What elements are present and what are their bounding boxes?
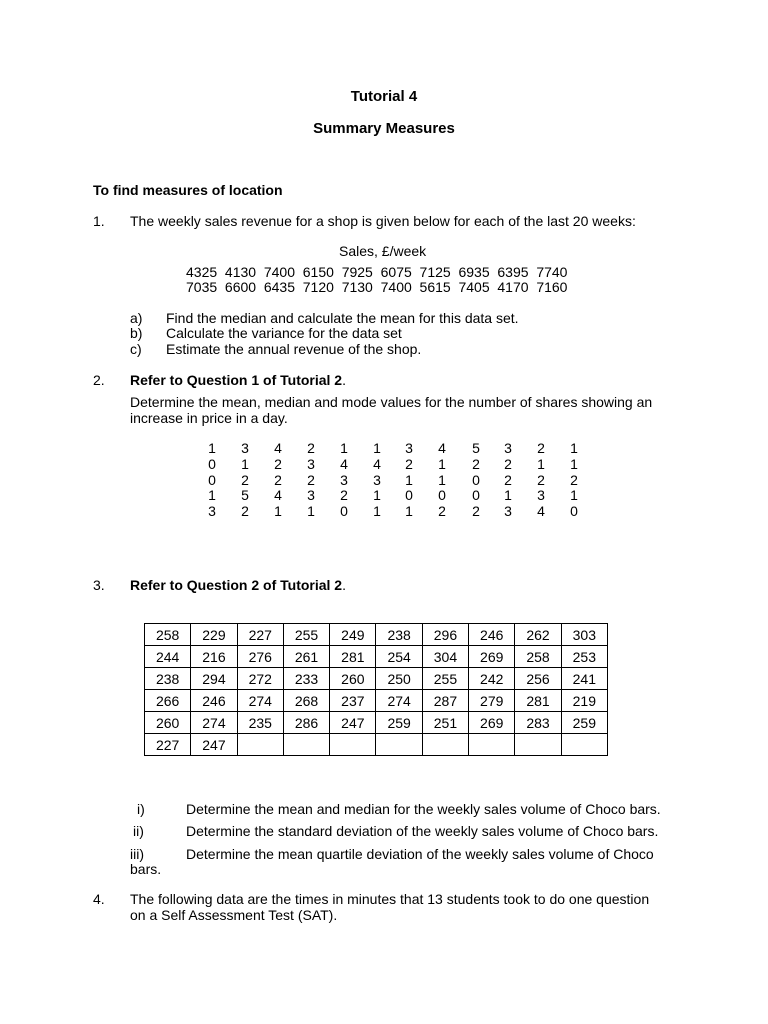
grid-cell: 1 (373, 503, 381, 519)
grid-cell: 2 (405, 456, 413, 472)
table-cell: 266 (145, 690, 191, 712)
q1-part-c-label: c) (130, 341, 142, 357)
grid-cell: 5 (241, 487, 249, 503)
table-cell (469, 734, 515, 756)
q2-reference-end: . (342, 372, 346, 388)
table-cell: 246 (191, 690, 237, 712)
grid-cell: 1 (405, 472, 413, 488)
page-subtitle: Summary Measures (313, 120, 455, 137)
table-cell: 253 (561, 646, 607, 668)
grid-cell: 3 (504, 440, 512, 456)
table-cell: 247 (330, 712, 376, 734)
grid-cell: 2 (472, 503, 480, 519)
q2-reference (130, 372, 346, 388)
table-cell (330, 734, 376, 756)
table-cell: 274 (191, 712, 237, 734)
section-heading: To find measures of location (93, 182, 283, 198)
grid-cell: 2 (274, 472, 282, 488)
grid-cell: 2 (241, 503, 249, 519)
table-cell (237, 734, 283, 756)
table-cell: 262 (515, 624, 561, 646)
q1-data-label: Sales, £/week (339, 243, 427, 259)
table-cell: 272 (237, 668, 283, 690)
grid-cell: 3 (504, 503, 512, 519)
q3-part-i-text: Determine the mean and median for the weekly sales volume of Choco bars. (186, 801, 661, 817)
q3-reference-text: Refer to Question 2 of Tutorial 2 (130, 577, 343, 593)
table-cell: 227 (145, 734, 191, 756)
table-cell: 281 (515, 690, 561, 712)
grid-cell: 1 (405, 503, 413, 519)
q1-part-a-text: Find the median and calculate the mean for this data set. (166, 310, 519, 326)
table-cell: 287 (422, 690, 468, 712)
q1-part-a-label: a) (130, 310, 143, 326)
table-cell: 259 (376, 712, 422, 734)
q4-number: 4. (93, 891, 105, 907)
q1-text: The weekly sales revenue for a shop is given below for each of the last 20 weeks: (130, 213, 636, 229)
table-cell: 268 (283, 690, 329, 712)
table-cell (422, 734, 468, 756)
grid-cell: 1 (307, 503, 315, 519)
table-cell: 250 (376, 668, 422, 690)
q3-part-iii-continuation: bars. (130, 861, 162, 877)
table-cell: 227 (237, 624, 283, 646)
grid-cell: 3 (208, 503, 216, 519)
grid-cell: 5 (472, 440, 480, 456)
grid-cell: 2 (472, 456, 480, 472)
grid-cell: 2 (537, 440, 545, 456)
grid-cell: 1 (438, 456, 446, 472)
q2-text-line-2: increase in price in a day. (130, 410, 288, 426)
table-cell: 249 (330, 624, 376, 646)
grid-cell: 3 (307, 456, 315, 472)
grid-cell: 4 (274, 487, 282, 503)
grid-cell: 0 (472, 472, 480, 488)
q2-reference-text: Refer to Question 1 of Tutorial 2 (130, 372, 343, 388)
grid-cell: 4 (537, 503, 545, 519)
table-cell: 286 (283, 712, 329, 734)
q1-part-c-text: Estimate the annual revenue of the shop. (166, 341, 422, 357)
q2-number: 2. (93, 372, 105, 388)
grid-cell: 2 (307, 472, 315, 488)
table-cell: 251 (422, 712, 468, 734)
grid-cell: 2 (438, 503, 446, 519)
grid-cell: 1 (570, 440, 578, 456)
table-cell: 274 (237, 690, 283, 712)
grid-cell: 3 (373, 472, 381, 488)
grid-cell: 2 (340, 487, 348, 503)
grid-cell: 2 (570, 472, 578, 488)
grid-cell: 4 (373, 456, 381, 472)
grid-cell: 4 (340, 456, 348, 472)
q1-data-row-1: 4325 4130 7400 6150 7925 6075 7125 6935 6395 7740 (186, 264, 568, 280)
table-cell: 294 (191, 668, 237, 690)
grid-cell: 1 (537, 456, 545, 472)
grid-cell: 1 (570, 487, 578, 503)
table-cell: 279 (469, 690, 515, 712)
grid-cell: 3 (241, 440, 249, 456)
grid-cell: 0 (438, 487, 446, 503)
q3-part-ii-text: Determine the standard deviation of the weekly sales volume of Choco bars. (186, 823, 659, 839)
table-cell: 281 (330, 646, 376, 668)
q3-reference (130, 577, 346, 593)
table-cell: 238 (376, 624, 422, 646)
table-cell (515, 734, 561, 756)
table-cell: 219 (561, 690, 607, 712)
grid-cell: 4 (274, 440, 282, 456)
table-cell: 247 (191, 734, 237, 756)
table-row (145, 646, 608, 668)
q3-part-ii-label: ii) (133, 823, 144, 839)
table-cell: 216 (191, 646, 237, 668)
grid-cell: 1 (241, 456, 249, 472)
grid-cell: 3 (307, 487, 315, 503)
table-cell: 255 (422, 668, 468, 690)
q3-part-iii-label: iii) (130, 846, 144, 862)
table-cell: 233 (283, 668, 329, 690)
table-cell: 241 (561, 668, 607, 690)
table-cell: 304 (422, 646, 468, 668)
grid-cell: 1 (340, 440, 348, 456)
table-cell: 269 (469, 712, 515, 734)
table-cell: 283 (515, 712, 561, 734)
table-cell: 255 (283, 624, 329, 646)
grid-cell: 0 (405, 487, 413, 503)
q4-text-line-2: on a Self Assessment Test (SAT). (130, 907, 338, 923)
grid-cell: 3 (405, 440, 413, 456)
table-cell: 258 (515, 646, 561, 668)
grid-cell: 1 (208, 440, 216, 456)
table-cell: 235 (237, 712, 283, 734)
grid-cell: 2 (537, 472, 545, 488)
q3-part-i-label: i) (137, 801, 145, 817)
table-cell: 256 (515, 668, 561, 690)
q1-part-b-text: Calculate the variance for the data set (166, 325, 402, 341)
q3-number: 3. (93, 577, 105, 593)
q4-text-line-1: The following data are the times in minutes that 13 students took to do one question (130, 891, 650, 907)
q1-number: 1. (93, 213, 105, 229)
table-cell: 254 (376, 646, 422, 668)
grid-cell: 0 (570, 503, 578, 519)
grid-cell: 2 (504, 456, 512, 472)
grid-cell: 4 (438, 440, 446, 456)
table-cell: 229 (191, 624, 237, 646)
table-cell: 269 (469, 646, 515, 668)
table-row (145, 624, 608, 646)
table-row (145, 712, 608, 734)
q2-text-line-1: Determine the mean, median and mode values for the number of shares showing an (130, 394, 653, 410)
table-cell: 261 (283, 646, 329, 668)
grid-cell: 0 (208, 456, 216, 472)
table-cell: 258 (145, 624, 191, 646)
table-row (145, 668, 608, 690)
grid-cell: 2 (241, 472, 249, 488)
table-cell: 244 (145, 646, 191, 668)
grid-cell: 2 (307, 440, 315, 456)
grid-cell: 2 (504, 472, 512, 488)
q1-data-row-2: 7035 6600 6435 7120 7130 7400 5615 7405 4170 7160 (186, 279, 568, 295)
grid-cell: 1 (438, 472, 446, 488)
table-cell: 296 (422, 624, 468, 646)
grid-cell: 0 (472, 487, 480, 503)
table-cell: 260 (145, 712, 191, 734)
table-row (145, 690, 608, 712)
grid-cell: 2 (274, 456, 282, 472)
table-cell: 238 (145, 668, 191, 690)
grid-cell: 3 (537, 487, 545, 503)
grid-cell: 1 (373, 440, 381, 456)
grid-cell: 1 (570, 456, 578, 472)
grid-cell: 0 (340, 503, 348, 519)
table-cell (376, 734, 422, 756)
table-cell: 260 (330, 668, 376, 690)
table-cell: 237 (330, 690, 376, 712)
grid-cell: 1 (373, 487, 381, 503)
table-row (145, 734, 608, 756)
grid-cell: 1 (208, 487, 216, 503)
table-cell (283, 734, 329, 756)
table-cell (561, 734, 607, 756)
grid-cell: 1 (274, 503, 282, 519)
q3-part-iii-text: Determine the mean quartile deviation of the weekly sales volume of Choco (186, 846, 654, 862)
grid-cell: 1 (504, 487, 512, 503)
grid-cell: 3 (340, 472, 348, 488)
table-cell: 242 (469, 668, 515, 690)
table-cell: 303 (561, 624, 607, 646)
table-cell: 274 (376, 690, 422, 712)
grid-cell: 0 (208, 472, 216, 488)
table-cell: 276 (237, 646, 283, 668)
table-cell: 246 (469, 624, 515, 646)
q3-data-table (144, 623, 608, 756)
page-title: Tutorial 4 (350, 88, 418, 105)
q3-reference-end: . (342, 577, 346, 593)
table-cell: 259 (561, 712, 607, 734)
q1-part-b-label: b) (130, 325, 143, 341)
